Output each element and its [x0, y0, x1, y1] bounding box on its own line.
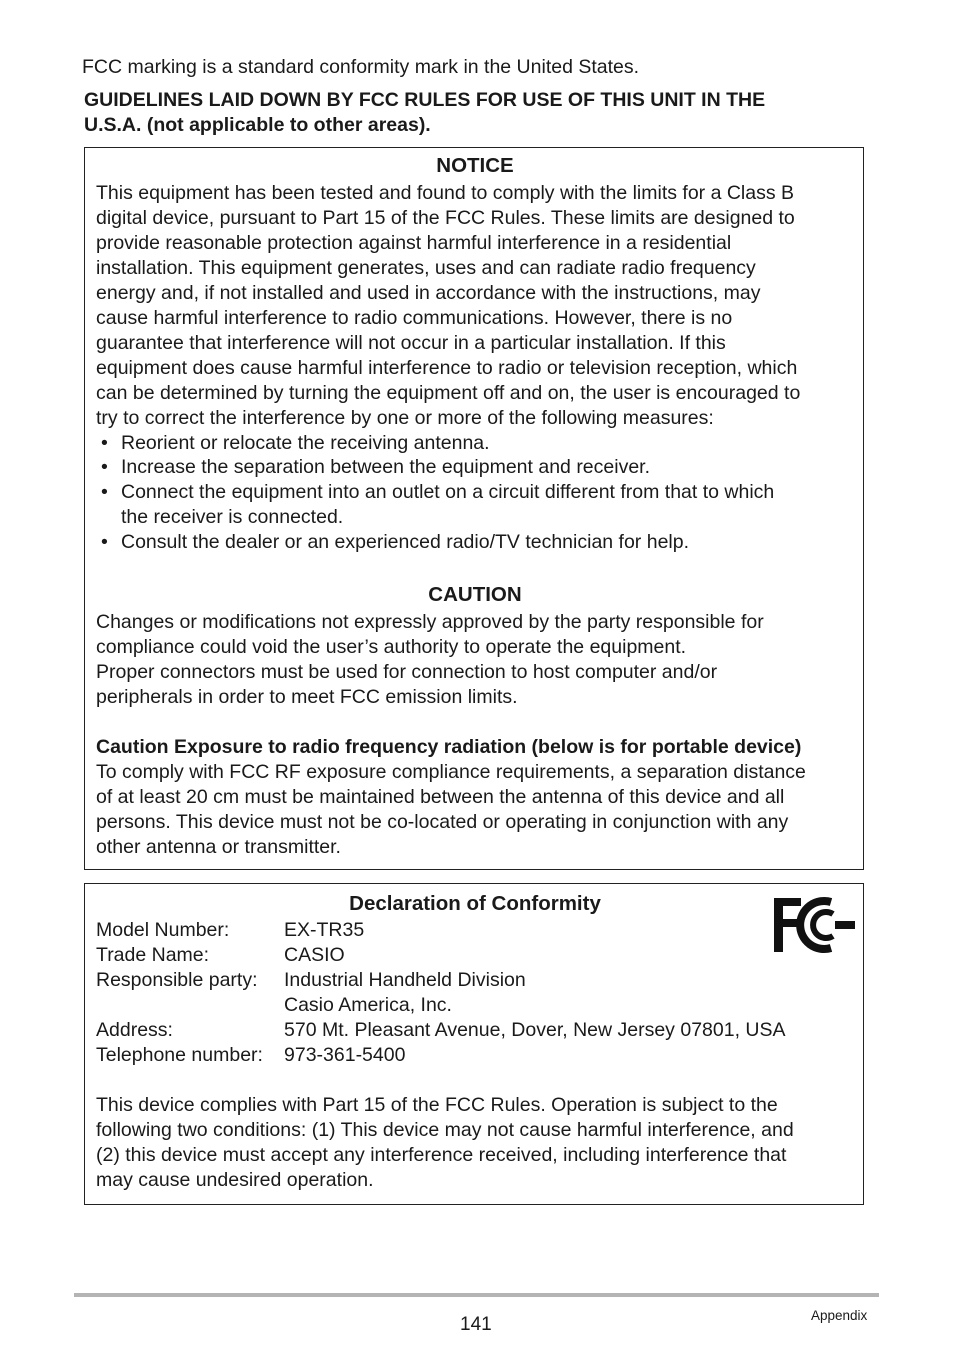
field-value-model: EX-TR35: [284, 919, 365, 941]
notice-line: This equipment has been tested and found to comply with the limits for a Class B: [96, 182, 795, 204]
caution-line: Proper connectors must be used for connection to host computer and/or: [96, 661, 718, 683]
bullet-marker: •: [101, 481, 108, 503]
notice-line: guarantee that interference will not occur in a particular installation. If this: [96, 332, 726, 354]
field-label-model: Model Number:: [96, 919, 230, 941]
compliance-line: following two conditions: (1) This device may not cause harmful interference, and: [96, 1119, 794, 1141]
notice-line: installation. This equipment generates, uses and can radiate radio frequency: [96, 257, 756, 279]
caution-line: peripherals in order to meet FCC emission limits.: [96, 686, 518, 708]
compliance-line: (2) this device must accept any interference received, including interference that: [96, 1144, 787, 1166]
field-label-trade-name: Trade Name:: [96, 944, 210, 966]
guidelines-heading: [84, 88, 864, 138]
notice-bullet: Consult the dealer or an experienced radio/TV technician for help.: [121, 531, 690, 553]
field-value-company: Casio America, Inc.: [284, 994, 452, 1016]
exposure-line: persons. This device must not be co-located or operating in conjunction with any: [96, 811, 789, 833]
notice-line: cause harmful interference to radio communications. However, there is no: [96, 307, 733, 329]
caution-line: Changes or modifications not expressly approved by the party responsible for: [96, 611, 764, 633]
notice-bullet-continued: the receiver is connected.: [121, 506, 344, 528]
field-label-responsible-party: Responsible party:: [96, 969, 258, 991]
notice-line: energy and, if not installed and used in accordance with the instructions, may: [96, 282, 761, 304]
field-value-trade-name: CASIO: [284, 944, 345, 966]
notice-line: try to correct the interference by one or more of the following measures:: [96, 407, 714, 429]
bullet-marker: •: [101, 456, 108, 478]
notice-box: [84, 147, 864, 870]
bullet-marker: •: [101, 531, 108, 553]
field-value-address: 570 Mt. Pleasant Avenue, Dover, New Jersey 07801, USA: [284, 1019, 786, 1041]
section-name: Appendix: [811, 1308, 868, 1323]
field-value-telephone: 973-361-5400: [284, 1044, 406, 1066]
intro-text: FCC marking is a standard conformity mark in the United States.: [82, 56, 640, 78]
notice-bullet: Reorient or relocate the receiving antenna.: [121, 432, 490, 454]
caution-line: compliance could void the user’s authority to operate the equipment.: [96, 636, 687, 658]
compliance-line: This device complies with Part 15 of the FCC Rules. Operation is subject to the: [96, 1094, 778, 1116]
footer-divider: [74, 1293, 879, 1297]
fcc-logo-icon: [771, 894, 857, 956]
guidelines-line: U.S.A. (not applicable to other areas).: [84, 114, 431, 136]
field-value-responsible-party: Industrial Handheld Division: [284, 969, 526, 991]
declaration-heading: Declaration of Conformity: [349, 892, 601, 915]
field-label-telephone: Telephone number:: [96, 1044, 263, 1066]
declaration-box: [84, 883, 864, 1205]
caution-heading: CAUTION: [428, 583, 522, 606]
page-number: 141: [460, 1314, 492, 1335]
compliance-line: may cause undesired operation.: [96, 1169, 374, 1191]
notice-heading: NOTICE: [436, 154, 514, 177]
exposure-line: other antenna or transmitter.: [96, 836, 341, 858]
notice-line: can be determined by turning the equipment off and on, the user is encouraged to: [96, 382, 801, 404]
notice-bullet: Increase the separation between the equipment and receiver.: [121, 456, 651, 478]
exposure-heading: Caution Exposure to radio frequency radiation (below is for portable device): [96, 736, 802, 758]
notice-line: provide reasonable protection against harmful interference in a residential: [96, 232, 732, 254]
exposure-line: To comply with FCC RF exposure compliance requirements, a separation distance: [96, 761, 806, 783]
notice-line: equipment does cause harmful interference to radio or television reception, which: [96, 357, 798, 379]
field-label-address: Address:: [96, 1019, 173, 1041]
exposure-line: of at least 20 cm must be maintained between the antenna of this device and all: [96, 786, 785, 808]
notice-bullet: Connect the equipment into an outlet on a circuit different from that to which: [121, 481, 775, 503]
bullet-marker: •: [101, 432, 108, 454]
notice-line: digital device, pursuant to Part 15 of the FCC Rules. These limits are designed to: [96, 207, 795, 229]
guidelines-line: GUIDELINES LAID DOWN BY FCC RULES FOR USE OF THIS UNIT IN THE: [84, 89, 766, 111]
